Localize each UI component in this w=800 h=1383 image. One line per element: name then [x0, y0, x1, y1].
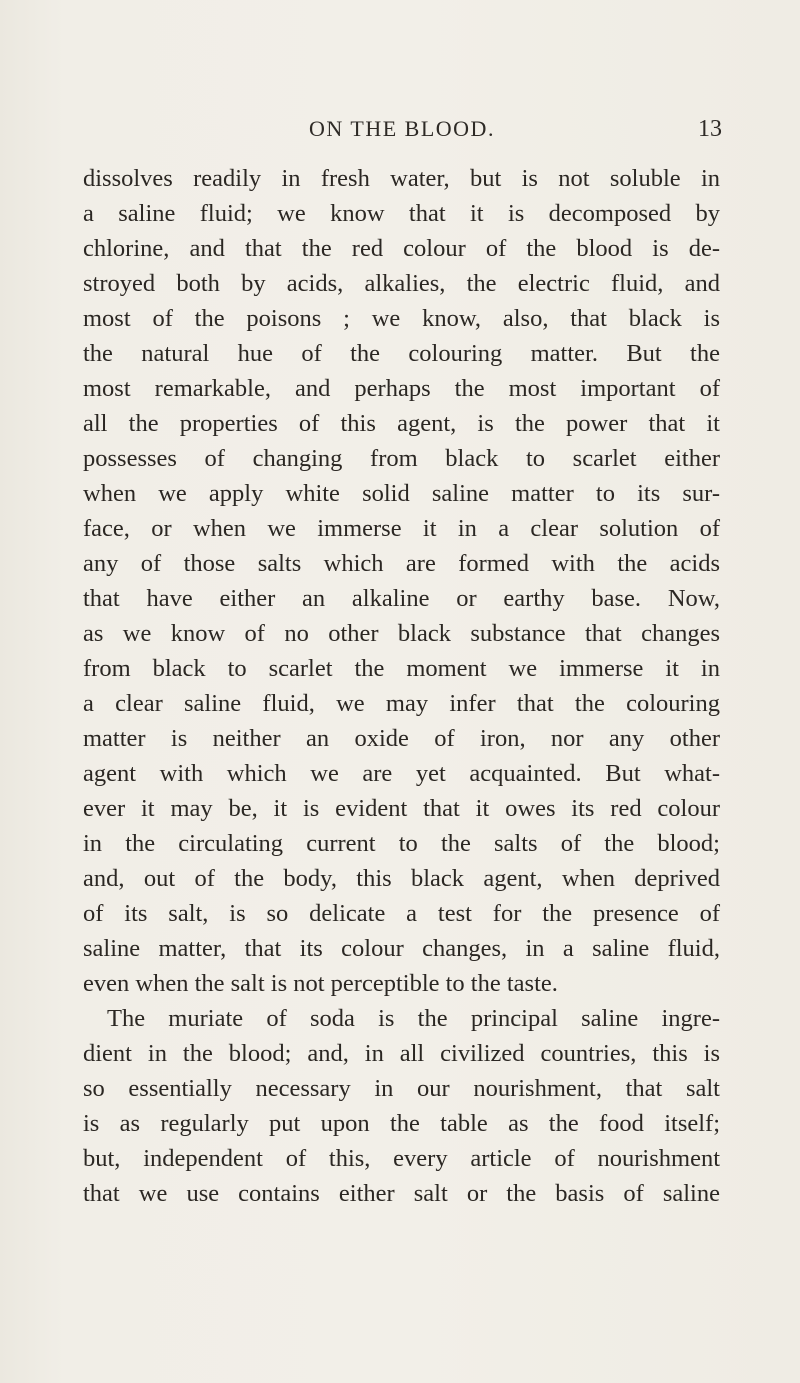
text-line: the natural hue of the colouring matter. But the: [83, 340, 720, 367]
body-text: [83, 161, 720, 1211]
text-line: chlorine, and that the red colour of the blood is de-: [83, 235, 720, 262]
page-number: 13: [698, 116, 722, 142]
text-line: even when the salt is not perceptible to the taste.: [83, 970, 558, 997]
text-line: agent with which we are yet acquainted. But what-: [83, 760, 720, 787]
text-line: dient in the blood; and, in all civilized countries, this is: [83, 1040, 720, 1067]
running-head: [82, 112, 722, 146]
text-line: in the circulating current to the salts of the blood;: [83, 830, 720, 857]
text-line: possesses of changing from black to scarlet either: [83, 445, 720, 472]
text-line: and, out of the body, this black agent, when deprived: [83, 865, 720, 892]
text-line: ever it may be, it is evident that it owes its red colour: [83, 795, 720, 822]
text-line: matter is neither an oxide of iron, nor any other: [83, 725, 720, 752]
text-line: a saline fluid; we know that it is decomposed by: [83, 200, 720, 227]
text-line: face, or when we immerse it in a clear solution of: [83, 515, 720, 542]
text-line: dissolves readily in fresh water, but is not soluble in: [83, 165, 720, 192]
text-line: most remarkable, and perhaps the most important of: [83, 375, 720, 402]
text-line: from black to scarlet the moment we immerse it in: [83, 655, 720, 682]
running-title: ON THE BLOOD.: [309, 116, 495, 141]
text-line: all the properties of this agent, is the power that it: [83, 410, 720, 437]
text-line: saline matter, that its colour changes, in a saline fluid,: [83, 935, 720, 962]
text-line: but, independent of this, every article of nourishment: [83, 1145, 720, 1172]
text-line: as we know of no other black substance that changes: [83, 620, 720, 647]
text-line: most of the poisons ; we know, also, that black is: [83, 305, 720, 332]
text-line: when we apply white solid saline matter to its sur-: [83, 480, 720, 507]
text-line: a clear saline fluid, we may infer that the colouring: [83, 690, 720, 717]
text-line: of its salt, is so delicate a test for the presence of: [83, 900, 720, 927]
text-line: stroyed both by acids, alkalies, the electric fluid, and: [83, 270, 720, 297]
text-line: that have either an alkaline or earthy base. Now,: [83, 585, 720, 612]
text-line: that we use contains either salt or the basis of saline: [83, 1180, 720, 1207]
paragraph-start-line: The muriate of soda is the principal saline ingre-: [107, 1005, 720, 1032]
text-line: is as regularly put upon the table as the food itself;: [83, 1110, 720, 1137]
text-line: any of those salts which are formed with the acids: [83, 550, 720, 577]
text-line: so essentially necessary in our nourishment, that salt: [83, 1075, 720, 1102]
